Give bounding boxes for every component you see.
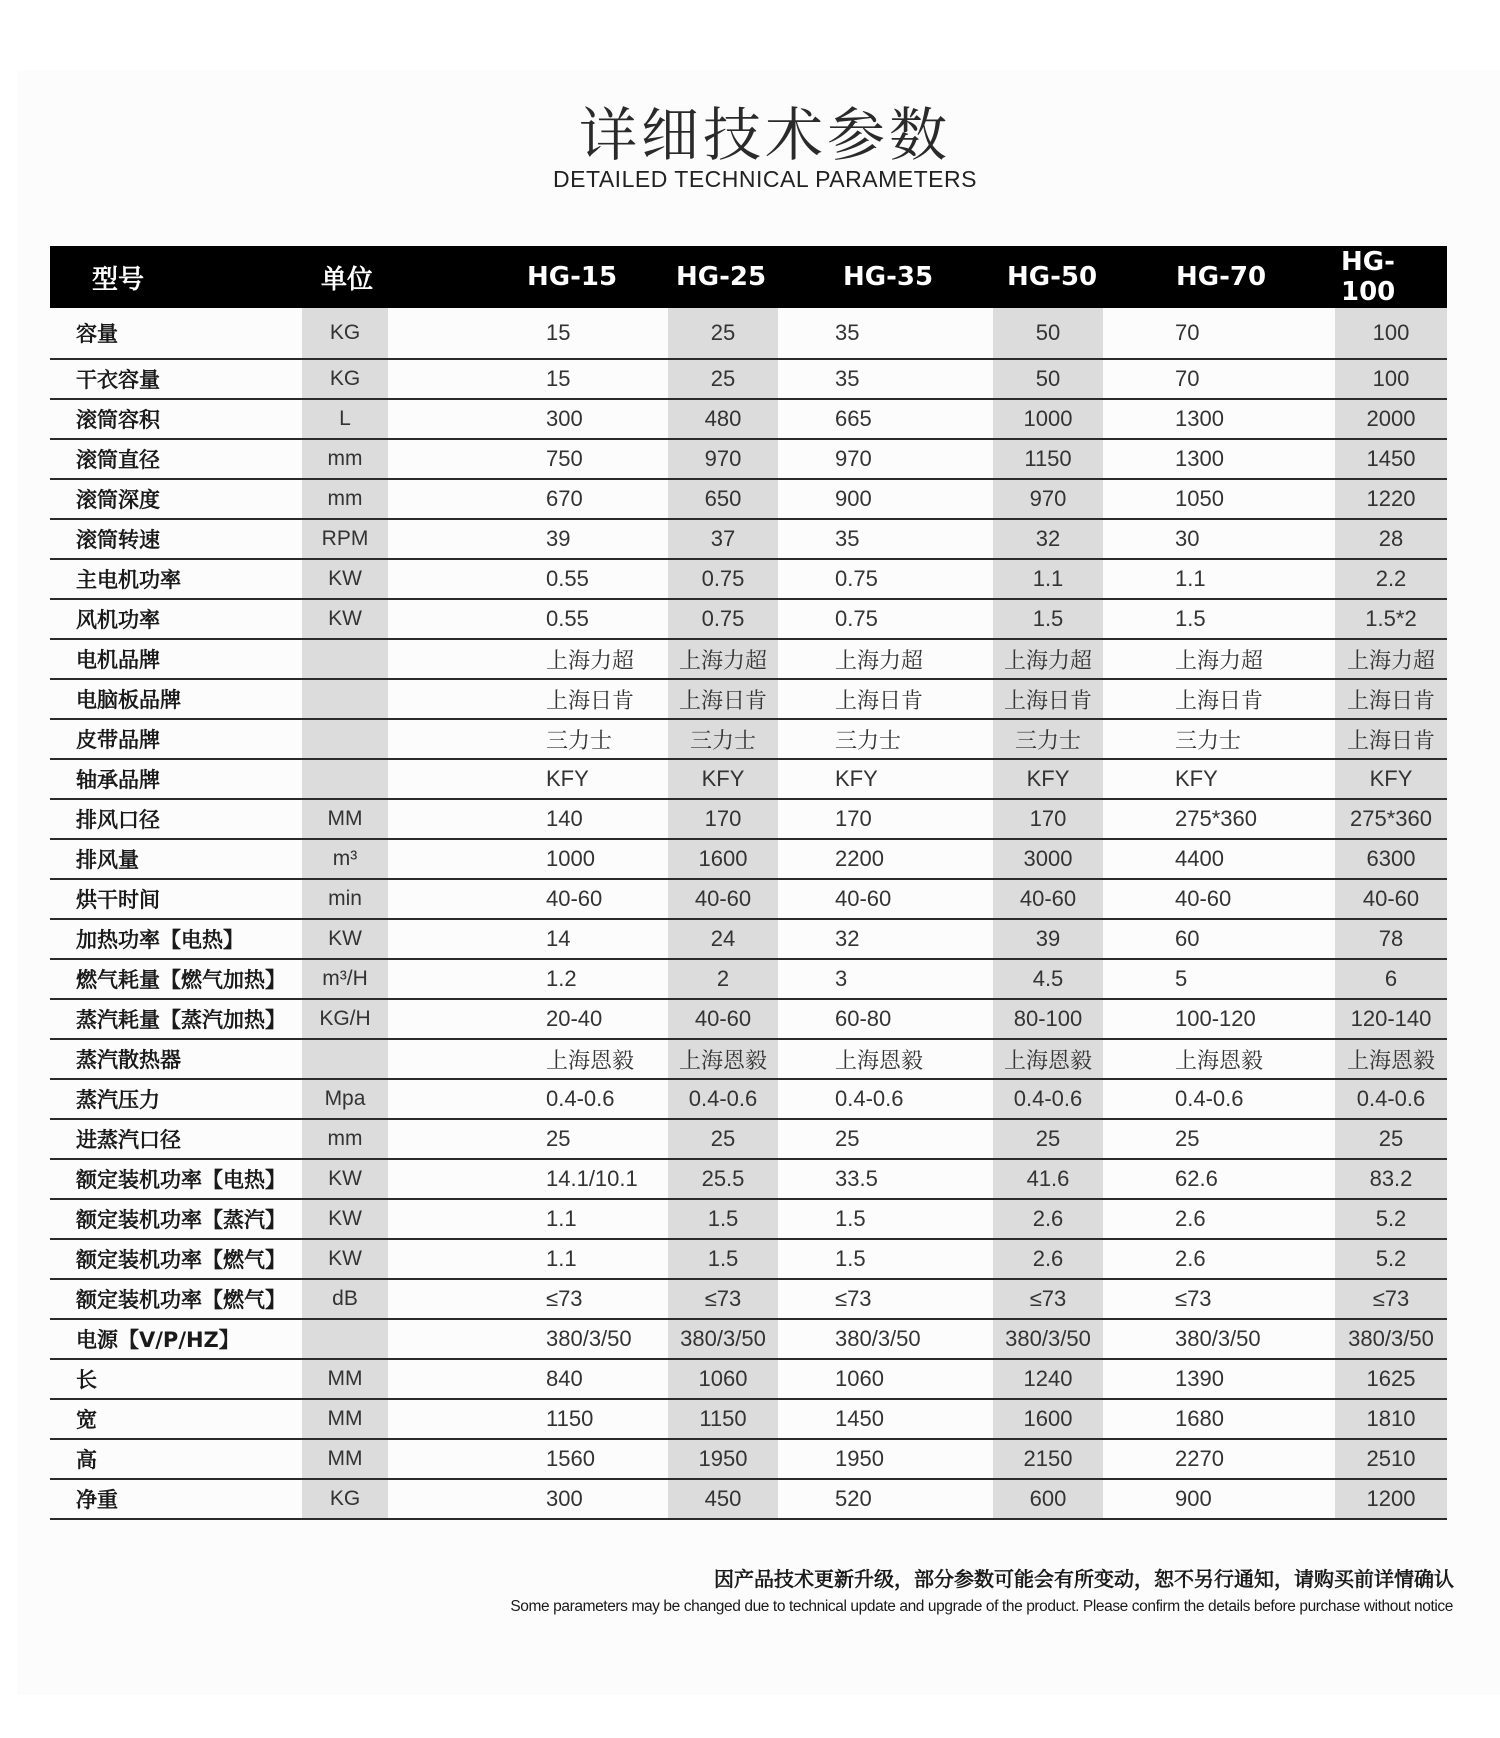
value-hg-15: 15 <box>388 308 668 359</box>
value-hg-70: 1390 <box>1103 1359 1335 1399</box>
spec-table <box>50 246 1447 1520</box>
row-label: 净重 <box>50 1479 302 1519</box>
value-hg-15: ≤73 <box>388 1279 668 1319</box>
value-hg-35: ≤73 <box>778 1279 993 1319</box>
value-hg-100: KFY <box>1335 759 1447 799</box>
row-label: 蒸汽耗量【蒸汽加热】 <box>50 999 302 1039</box>
table-row <box>50 759 1447 799</box>
value-hg-35: 35 <box>778 308 993 359</box>
value-hg-15: 1.1 <box>388 1199 668 1239</box>
value-hg-35: 970 <box>778 439 993 479</box>
row-label: 加热功率【电热】 <box>50 919 302 959</box>
value-hg-15: 750 <box>388 439 668 479</box>
row-unit <box>302 639 388 679</box>
header-hg-100: HG-100 <box>1341 247 1396 307</box>
value-hg-50: 41.6 <box>993 1159 1103 1199</box>
value-hg-70: KFY <box>1103 759 1335 799</box>
value-hg-100: 40-60 <box>1335 879 1447 919</box>
value-hg-25: 三力士 <box>668 719 778 759</box>
value-hg-25: 650 <box>668 479 778 519</box>
table-row <box>50 359 1447 399</box>
row-label: 风机功率 <box>50 599 302 639</box>
value-hg-15: 上海力超 <box>388 639 668 679</box>
table-row <box>50 1039 1447 1079</box>
value-hg-35: 40-60 <box>778 879 993 919</box>
value-hg-50: 25 <box>993 1119 1103 1159</box>
row-label: 滚筒转速 <box>50 519 302 559</box>
value-hg-50: 970 <box>993 479 1103 519</box>
value-hg-70: 5 <box>1103 959 1335 999</box>
table-row <box>50 1399 1447 1439</box>
row-unit: KG <box>302 359 388 399</box>
value-hg-35: 25 <box>778 1119 993 1159</box>
value-hg-50: KFY <box>993 759 1103 799</box>
value-hg-100: 1625 <box>1335 1359 1447 1399</box>
value-hg-25: 2 <box>668 959 778 999</box>
value-hg-25: 40-60 <box>668 999 778 1039</box>
row-label: 电机品牌 <box>50 639 302 679</box>
value-hg-70: 100-120 <box>1103 999 1335 1039</box>
value-hg-35: 380/3/50 <box>778 1319 993 1359</box>
header-hg-70: HG-70 <box>1176 262 1267 292</box>
header-hg-35: HG-35 <box>843 262 934 292</box>
row-unit: Mpa <box>302 1079 388 1119</box>
row-unit <box>302 759 388 799</box>
value-hg-35: 32 <box>778 919 993 959</box>
value-hg-100: 100 <box>1335 308 1447 359</box>
value-hg-50: 4.5 <box>993 959 1103 999</box>
value-hg-25: 25.5 <box>668 1159 778 1199</box>
table-row <box>50 839 1447 879</box>
value-hg-15: 0.55 <box>388 559 668 599</box>
header-hg-50: HG-50 <box>1007 262 1098 292</box>
row-label: 皮带品牌 <box>50 719 302 759</box>
row-unit <box>302 1039 388 1079</box>
value-hg-70: 1.1 <box>1103 559 1335 599</box>
value-hg-25: KFY <box>668 759 778 799</box>
value-hg-100: 1200 <box>1335 1479 1447 1519</box>
row-unit: KG <box>302 308 388 359</box>
row-label: 燃气耗量【燃气加热】 <box>50 959 302 999</box>
row-unit: mm <box>302 439 388 479</box>
value-hg-35: 1.5 <box>778 1199 993 1239</box>
row-label: 烘干时间 <box>50 879 302 919</box>
value-hg-25: 1.5 <box>668 1239 778 1279</box>
value-hg-35: 35 <box>778 519 993 559</box>
notice-zh: 因产品技术更新升级，部分参数可能会有所变动，恕不另行通知，请购买前详情确认 <box>714 1567 1454 1591</box>
value-hg-15: 14.1/10.1 <box>388 1159 668 1199</box>
header-hg-15: HG-15 <box>527 262 618 292</box>
value-hg-100: 275*360 <box>1335 799 1447 839</box>
value-hg-15: 上海恩毅 <box>388 1039 668 1079</box>
row-label: 电源【V/P/HZ】 <box>50 1319 302 1359</box>
row-unit: KG <box>302 1479 388 1519</box>
value-hg-15: 上海日肯 <box>388 679 668 719</box>
value-hg-50: 50 <box>993 359 1103 399</box>
value-hg-35: 520 <box>778 1479 993 1519</box>
value-hg-15: 1150 <box>388 1399 668 1439</box>
table-body <box>50 308 1447 1519</box>
value-hg-100: 83.2 <box>1335 1159 1447 1199</box>
row-unit: MM <box>302 1399 388 1439</box>
value-hg-25: 上海日肯 <box>668 679 778 719</box>
value-hg-35: 35 <box>778 359 993 399</box>
header-hg-25: HG-25 <box>676 262 767 292</box>
value-hg-50: 1.1 <box>993 559 1103 599</box>
table-row <box>50 1279 1447 1319</box>
value-hg-35: 3 <box>778 959 993 999</box>
row-label: 高 <box>50 1439 302 1479</box>
table-row <box>50 519 1447 559</box>
value-hg-100: 1810 <box>1335 1399 1447 1439</box>
table-row <box>50 1159 1447 1199</box>
value-hg-50: 1600 <box>993 1399 1103 1439</box>
row-label: 滚筒深度 <box>50 479 302 519</box>
row-unit: MM <box>302 1439 388 1479</box>
table-row <box>50 1199 1447 1239</box>
table-row <box>50 1359 1447 1399</box>
value-hg-70: 1300 <box>1103 399 1335 439</box>
table-row <box>50 399 1447 439</box>
row-unit: KW <box>302 1159 388 1199</box>
value-hg-25: 25 <box>668 1119 778 1159</box>
value-hg-50: 50 <box>993 308 1103 359</box>
value-hg-70: 2.6 <box>1103 1199 1335 1239</box>
row-unit <box>302 1319 388 1359</box>
value-hg-100: 上海日肯 <box>1335 719 1447 759</box>
value-hg-70: 1300 <box>1103 439 1335 479</box>
row-unit: L <box>302 399 388 439</box>
row-label: 额定装机功率【燃气】 <box>50 1239 302 1279</box>
value-hg-35: 上海日肯 <box>778 679 993 719</box>
value-hg-70: 上海日肯 <box>1103 679 1335 719</box>
value-hg-70: 25 <box>1103 1119 1335 1159</box>
value-hg-100: 6300 <box>1335 839 1447 879</box>
value-hg-35: 上海恩毅 <box>778 1039 993 1079</box>
value-hg-15: 20-40 <box>388 999 668 1039</box>
value-hg-50: 2.6 <box>993 1199 1103 1239</box>
value-hg-25: 1.5 <box>668 1199 778 1239</box>
value-hg-100: 25 <box>1335 1119 1447 1159</box>
row-unit: mm <box>302 1119 388 1159</box>
row-unit: KW <box>302 599 388 639</box>
value-hg-25: 上海恩毅 <box>668 1039 778 1079</box>
row-label: 电脑板品牌 <box>50 679 302 719</box>
value-hg-70: 30 <box>1103 519 1335 559</box>
value-hg-70: 60 <box>1103 919 1335 959</box>
row-label: 蒸汽散热器 <box>50 1039 302 1079</box>
table-row <box>50 599 1447 639</box>
row-label: 额定装机功率【蒸汽】 <box>50 1199 302 1239</box>
value-hg-25: 1060 <box>668 1359 778 1399</box>
value-hg-100: 1220 <box>1335 479 1447 519</box>
row-unit: KW <box>302 919 388 959</box>
value-hg-25: 0.4-0.6 <box>668 1079 778 1119</box>
value-hg-15: KFY <box>388 759 668 799</box>
value-hg-35: 1.5 <box>778 1239 993 1279</box>
value-hg-35: 1950 <box>778 1439 993 1479</box>
value-hg-50: 2150 <box>993 1439 1103 1479</box>
row-unit: MM <box>302 799 388 839</box>
table-row <box>50 719 1447 759</box>
value-hg-15: 40-60 <box>388 879 668 919</box>
table-row <box>50 439 1447 479</box>
value-hg-50: 上海恩毅 <box>993 1039 1103 1079</box>
value-hg-35: 0.4-0.6 <box>778 1079 993 1119</box>
value-hg-15: 39 <box>388 519 668 559</box>
value-hg-100: 1450 <box>1335 439 1447 479</box>
table-row <box>50 308 1447 359</box>
table-header-row <box>50 246 1447 308</box>
value-hg-15: 140 <box>388 799 668 839</box>
table-row <box>50 799 1447 839</box>
value-hg-70: 40-60 <box>1103 879 1335 919</box>
row-unit: RPM <box>302 519 388 559</box>
value-hg-100: 78 <box>1335 919 1447 959</box>
value-hg-25: 480 <box>668 399 778 439</box>
value-hg-15: 0.4-0.6 <box>388 1079 668 1119</box>
row-unit: m³ <box>302 839 388 879</box>
row-label: 长 <box>50 1359 302 1399</box>
value-hg-35: 0.75 <box>778 599 993 639</box>
value-hg-50: 40-60 <box>993 879 1103 919</box>
row-label: 容量 <box>50 308 302 359</box>
row-label: 额定装机功率【电热】 <box>50 1159 302 1199</box>
value-hg-15: 15 <box>388 359 668 399</box>
value-hg-25: 1150 <box>668 1399 778 1439</box>
value-hg-50: 上海日肯 <box>993 679 1103 719</box>
value-hg-70: 上海恩毅 <box>1103 1039 1335 1079</box>
value-hg-35: 2200 <box>778 839 993 879</box>
value-hg-35: 60-80 <box>778 999 993 1039</box>
value-hg-25: 40-60 <box>668 879 778 919</box>
value-hg-15: 380/3/50 <box>388 1319 668 1359</box>
table-row <box>50 959 1447 999</box>
value-hg-50: 上海力超 <box>993 639 1103 679</box>
value-hg-15: 670 <box>388 479 668 519</box>
value-hg-50: 170 <box>993 799 1103 839</box>
value-hg-100: 6 <box>1335 959 1447 999</box>
value-hg-100: 380/3/50 <box>1335 1319 1447 1359</box>
value-hg-100: 上海力超 <box>1335 639 1447 679</box>
row-label: 排风口径 <box>50 799 302 839</box>
value-hg-50: 3000 <box>993 839 1103 879</box>
value-hg-15: 0.55 <box>388 599 668 639</box>
value-hg-15: 840 <box>388 1359 668 1399</box>
row-label: 滚筒容积 <box>50 399 302 439</box>
value-hg-15: 25 <box>388 1119 668 1159</box>
value-hg-35: 170 <box>778 799 993 839</box>
row-unit: MM <box>302 1359 388 1399</box>
page-subtitle: DETAILED TECHNICAL PARAMETERS <box>553 166 977 192</box>
row-label: 干衣容量 <box>50 359 302 399</box>
value-hg-35: 1060 <box>778 1359 993 1399</box>
value-hg-50: 80-100 <box>993 999 1103 1039</box>
value-hg-50: 39 <box>993 919 1103 959</box>
value-hg-25: 450 <box>668 1479 778 1519</box>
row-unit: m³/H <box>302 959 388 999</box>
value-hg-70: 70 <box>1103 308 1335 359</box>
value-hg-35: 三力士 <box>778 719 993 759</box>
row-unit: KW <box>302 1239 388 1279</box>
value-hg-35: 1450 <box>778 1399 993 1439</box>
value-hg-100: 2510 <box>1335 1439 1447 1479</box>
value-hg-100: 120-140 <box>1335 999 1447 1039</box>
value-hg-100: 28 <box>1335 519 1447 559</box>
value-hg-25: 170 <box>668 799 778 839</box>
value-hg-70: 4400 <box>1103 839 1335 879</box>
value-hg-50: 1.5 <box>993 599 1103 639</box>
value-hg-100: 1.5*2 <box>1335 599 1447 639</box>
row-unit <box>302 719 388 759</box>
value-hg-15: 1.1 <box>388 1239 668 1279</box>
table-row <box>50 1479 1447 1519</box>
table-row <box>50 639 1447 679</box>
row-label: 额定装机功率【燃气】 <box>50 1279 302 1319</box>
value-hg-35: 665 <box>778 399 993 439</box>
table-row <box>50 999 1447 1039</box>
value-hg-25: 1950 <box>668 1439 778 1479</box>
value-hg-35: 上海力超 <box>778 639 993 679</box>
row-label: 蒸汽压力 <box>50 1079 302 1119</box>
header-model: 型号 <box>92 264 145 295</box>
row-unit: KW <box>302 1199 388 1239</box>
value-hg-25: 1600 <box>668 839 778 879</box>
value-hg-70: 380/3/50 <box>1103 1319 1335 1359</box>
row-label: 进蒸汽口径 <box>50 1119 302 1159</box>
value-hg-15: 1000 <box>388 839 668 879</box>
table-row <box>50 1319 1447 1359</box>
value-hg-100: 2000 <box>1335 399 1447 439</box>
value-hg-70: 上海力超 <box>1103 639 1335 679</box>
row-label: 排风量 <box>50 839 302 879</box>
header-unit: 单位 <box>321 264 374 295</box>
value-hg-15: 三力士 <box>388 719 668 759</box>
value-hg-35: 33.5 <box>778 1159 993 1199</box>
value-hg-100: ≤73 <box>1335 1279 1447 1319</box>
value-hg-35: KFY <box>778 759 993 799</box>
value-hg-50: 0.4-0.6 <box>993 1079 1103 1119</box>
value-hg-25: 970 <box>668 439 778 479</box>
value-hg-50: 1000 <box>993 399 1103 439</box>
value-hg-70: 70 <box>1103 359 1335 399</box>
value-hg-70: 900 <box>1103 1479 1335 1519</box>
value-hg-50: 32 <box>993 519 1103 559</box>
value-hg-70: 三力士 <box>1103 719 1335 759</box>
row-unit <box>302 679 388 719</box>
value-hg-100: 上海日肯 <box>1335 679 1447 719</box>
value-hg-25: 24 <box>668 919 778 959</box>
value-hg-100: 0.4-0.6 <box>1335 1079 1447 1119</box>
table-row <box>50 879 1447 919</box>
table-row <box>50 679 1447 719</box>
row-label: 轴承品牌 <box>50 759 302 799</box>
row-label: 宽 <box>50 1399 302 1439</box>
value-hg-15: 1.2 <box>388 959 668 999</box>
row-unit: mm <box>302 479 388 519</box>
value-hg-15: 14 <box>388 919 668 959</box>
value-hg-25: 0.75 <box>668 559 778 599</box>
value-hg-70: 0.4-0.6 <box>1103 1079 1335 1119</box>
notice-en: Some parameters may be changed due to technical update and upgrade of the product. Please confirm the details before purchase without notice <box>510 1598 1453 1615</box>
page-title: 详细技术参数 <box>578 101 951 169</box>
value-hg-35: 0.75 <box>778 559 993 599</box>
value-hg-50: 三力士 <box>993 719 1103 759</box>
value-hg-100: 上海恩毅 <box>1335 1039 1447 1079</box>
value-hg-25: 37 <box>668 519 778 559</box>
value-hg-25: 25 <box>668 308 778 359</box>
value-hg-70: 1050 <box>1103 479 1335 519</box>
row-unit: KG/H <box>302 999 388 1039</box>
value-hg-25: ≤73 <box>668 1279 778 1319</box>
table-row <box>50 479 1447 519</box>
value-hg-50: 1240 <box>993 1359 1103 1399</box>
value-hg-70: 275*360 <box>1103 799 1335 839</box>
value-hg-25: 380/3/50 <box>668 1319 778 1359</box>
table-row <box>50 559 1447 599</box>
value-hg-70: 2270 <box>1103 1439 1335 1479</box>
value-hg-70: 1680 <box>1103 1399 1335 1439</box>
value-hg-50: 2.6 <box>993 1239 1103 1279</box>
table-row <box>50 1239 1447 1279</box>
table-row <box>50 919 1447 959</box>
value-hg-15: 300 <box>388 399 668 439</box>
row-label: 主电机功率 <box>50 559 302 599</box>
value-hg-100: 5.2 <box>1335 1239 1447 1279</box>
value-hg-50: ≤73 <box>993 1279 1103 1319</box>
value-hg-50: 1150 <box>993 439 1103 479</box>
value-hg-70: 62.6 <box>1103 1159 1335 1199</box>
value-hg-15: 300 <box>388 1479 668 1519</box>
value-hg-35: 900 <box>778 479 993 519</box>
row-label: 滚筒直径 <box>50 439 302 479</box>
table-row <box>50 1079 1447 1119</box>
value-hg-50: 600 <box>993 1479 1103 1519</box>
value-hg-25: 0.75 <box>668 599 778 639</box>
value-hg-100: 2.2 <box>1335 559 1447 599</box>
table-row <box>50 1119 1447 1159</box>
value-hg-25: 上海力超 <box>668 639 778 679</box>
value-hg-100: 100 <box>1335 359 1447 399</box>
table-row <box>50 1439 1447 1479</box>
value-hg-70: 1.5 <box>1103 599 1335 639</box>
value-hg-100: 5.2 <box>1335 1199 1447 1239</box>
row-unit: dB <box>302 1279 388 1319</box>
value-hg-15: 1560 <box>388 1439 668 1479</box>
value-hg-70: 2.6 <box>1103 1239 1335 1279</box>
row-unit: min <box>302 879 388 919</box>
row-unit: KW <box>302 559 388 599</box>
value-hg-50: 380/3/50 <box>993 1319 1103 1359</box>
value-hg-70: ≤73 <box>1103 1279 1335 1319</box>
value-hg-25: 25 <box>668 359 778 399</box>
